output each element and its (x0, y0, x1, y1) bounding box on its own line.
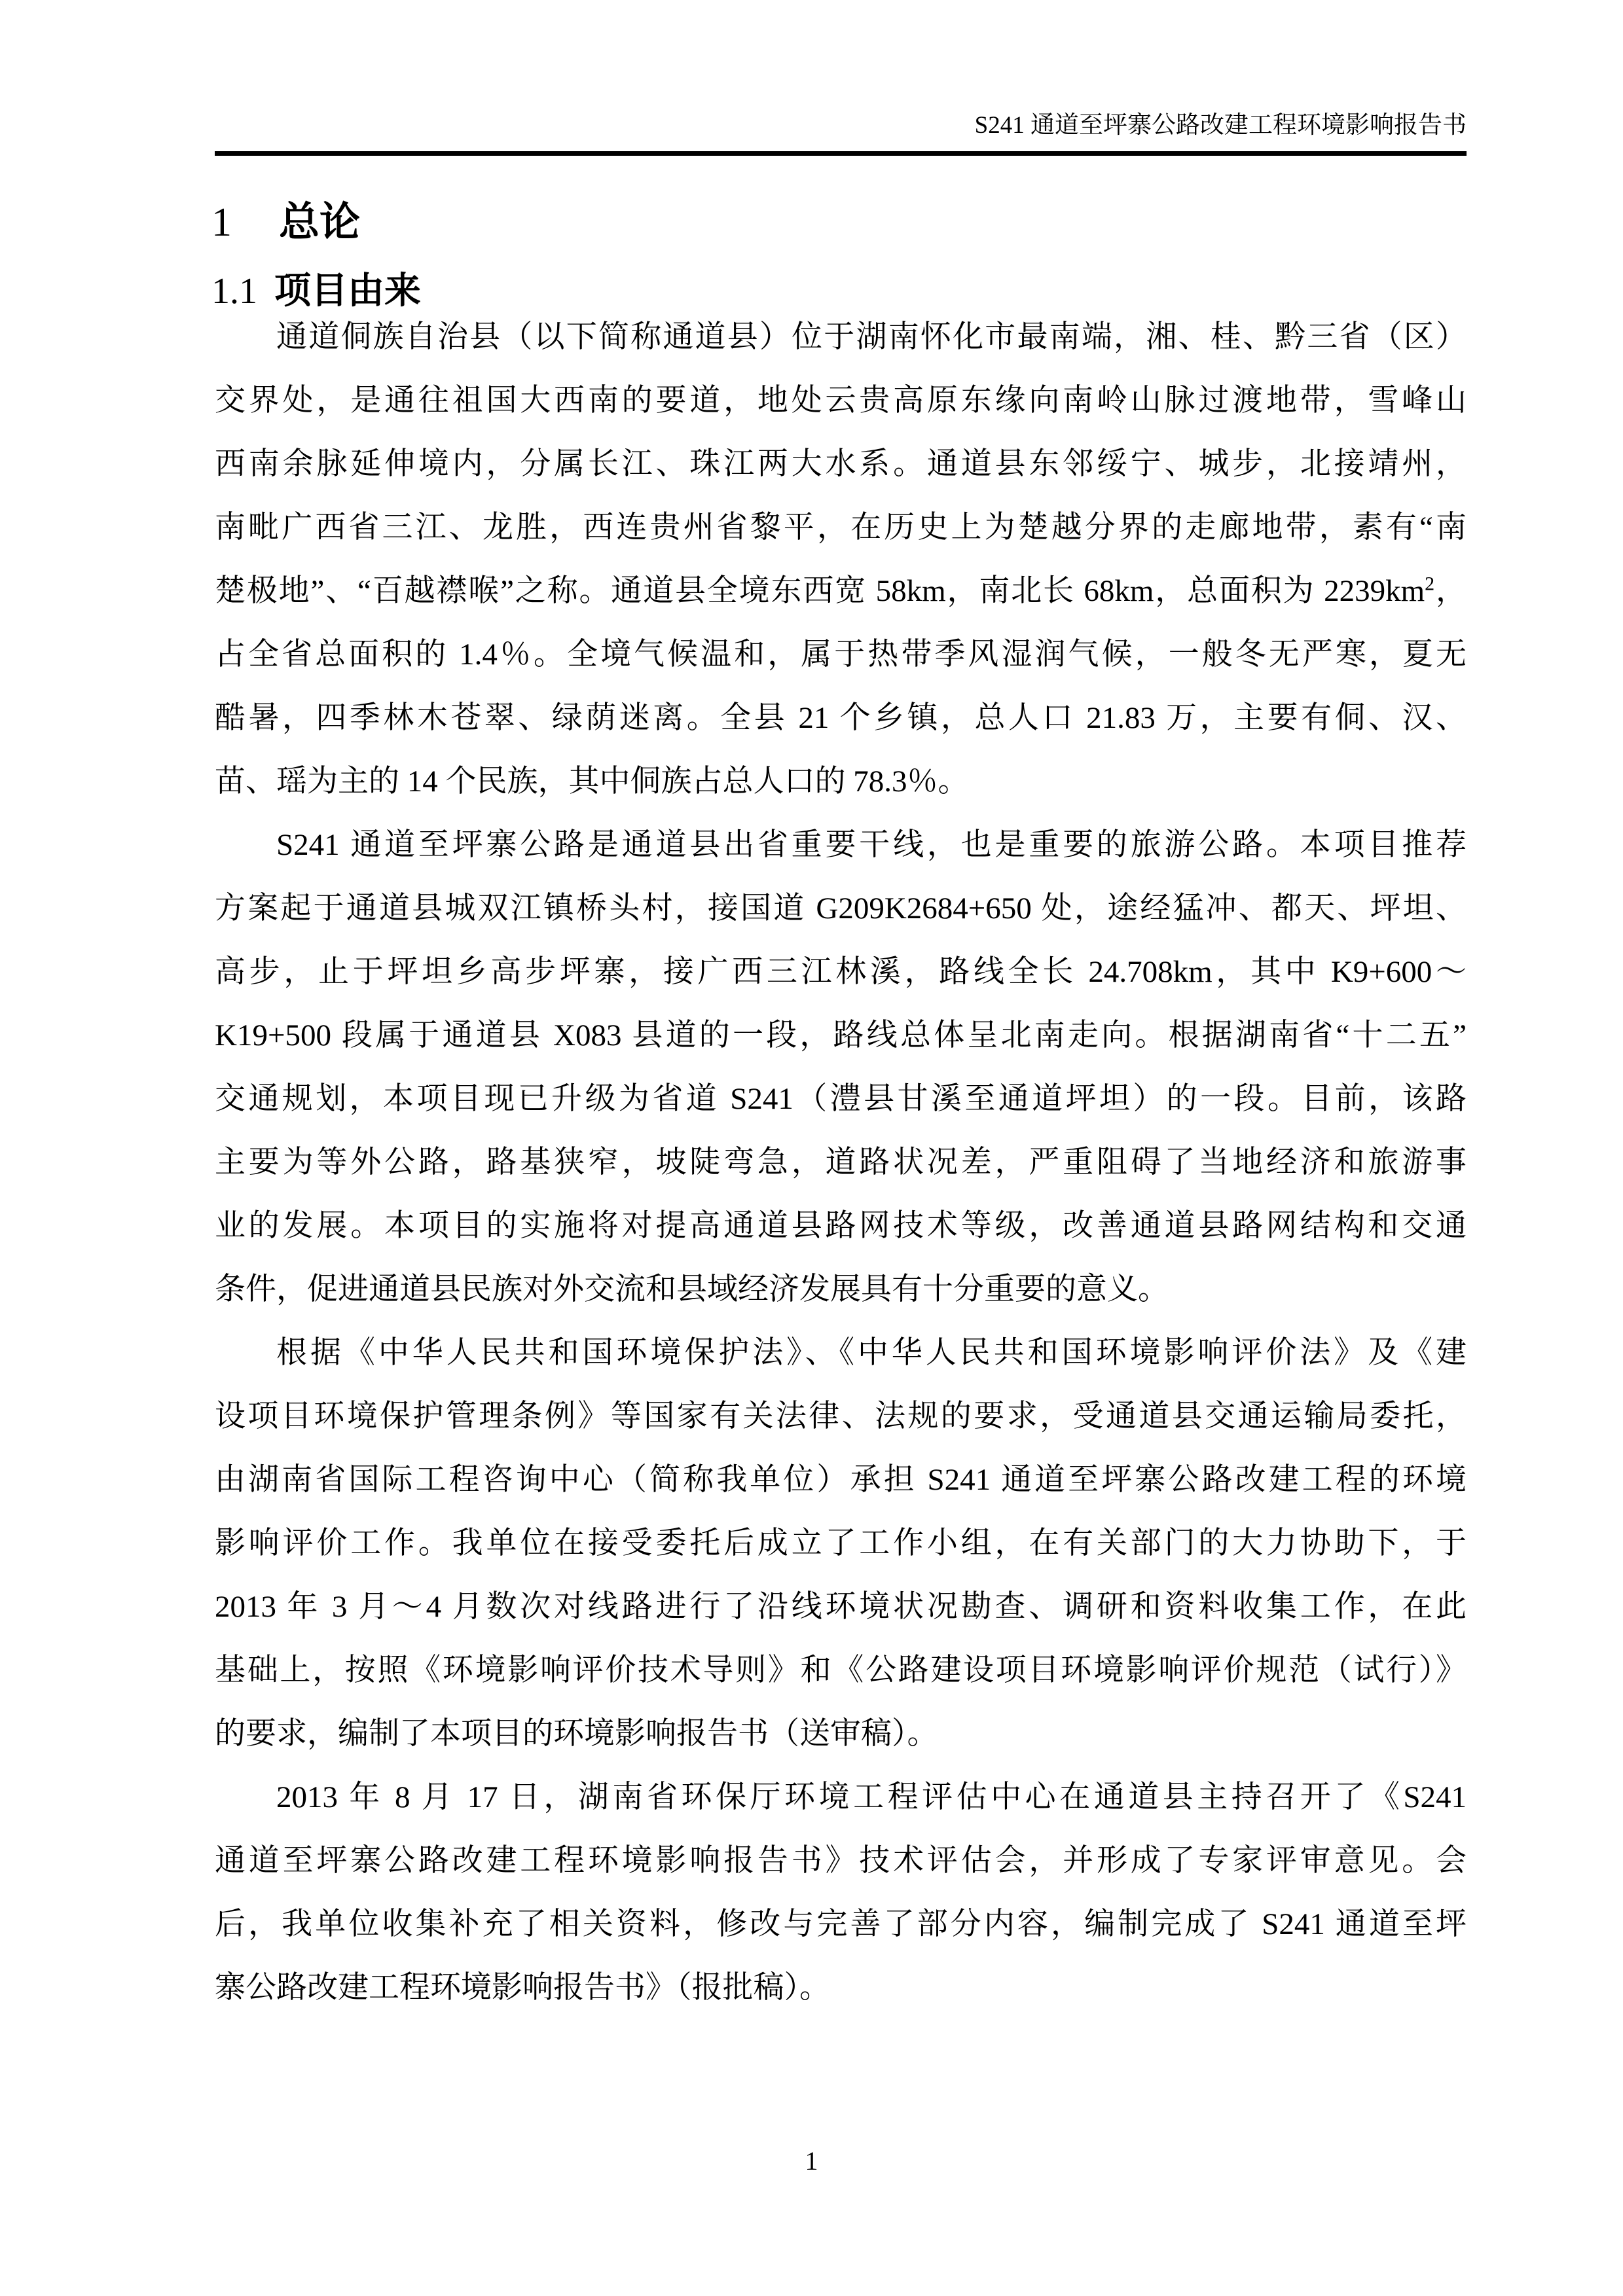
text-line: K19+500 段属于通道县 X083 县道的一段，路线总体呈北南走向。根据湖南省“十二五” (215, 1018, 1467, 1052)
superscript-2: 2 (1425, 573, 1435, 595)
text-line: 基础上，按照《环境影响评价技术导则》和《公路建设项目环境影响评价规范（试行）》 (215, 1653, 1467, 1687)
text-line: 业的发展。本项目的实施将对提高通道县路网技术等级，改善通道县路网结构和交通 (215, 1209, 1467, 1243)
section-number: 1.1 (211, 271, 257, 312)
text-line: 交通规划，本项目现已升级为省道 S241（澧县甘溪至通道坪坦）的一段。目前，该路 (215, 1082, 1467, 1116)
text-line: 高步，止于坪坦乡高步坪寨，接广西三江林溪，路线全长 24.708km，其中 K9+600～ (215, 955, 1467, 989)
text-line: 条件，促进通道县民族对外交流和县域经济发展具有十分重要的意义。 (215, 1272, 1169, 1306)
text-line: 交界处，是通往祖国大西南的要道，地处云贵高原东缘向南岭山脉过渡地带，雪峰山 (215, 384, 1467, 418)
section-title: 项目由来 (274, 270, 421, 311)
chapter-heading (211, 196, 360, 249)
chapter-title: 总论 (279, 200, 361, 245)
text-line: 寨公路改建工程环境影响报告书》（报批稿）。 (215, 1971, 830, 2005)
text-line: 西南余脉延伸境内，分属长江、珠江两大水系。通道县东邻绥宁、城步，北接靖州， (215, 447, 1467, 481)
text-line: 通道至坪寨公路改建工程环境影响报告书》技术评估会，并形成了专家评审意见。会 (215, 1844, 1467, 1878)
text-line: 酷暑，四季林木苍翠、绿荫迷离。全县 21 个乡镇，总人口 21.83 万，主要有侗、汉、 (215, 701, 1467, 735)
text-line: 的要求，编制了本项目的环境影响报告书（送审稿）。 (215, 1717, 938, 1751)
running-header-title: S241 通道至坪寨公路改建工程环境影响报告书 (974, 112, 1467, 139)
chapter-number: 1 (211, 200, 232, 245)
text-line: 主要为等外公路，路基狭窄，坡陡弯急，道路状况差，严重阻碍了当地经济和旅游事 (215, 1145, 1467, 1179)
text-line: 根据《中华人民共和国环境保护法》、《中华人民共和国环境影响评价法》及《建 (276, 1336, 1467, 1370)
text-line: 2013 年 8 月 17 日，湖南省环保厅环境工程评估中心在通道县主持召开了《S241 (276, 1780, 1467, 1814)
text-line: 设项目环境保护管理条例》等国家有关法律、法规的要求，受通道县交通运输局委托， (215, 1399, 1467, 1433)
text-line: 影响评价工作。我单位在接受委托后成立了工作小组，在有关部门的大力协助下，于 (215, 1526, 1467, 1560)
text-line: 由湖南省国际工程咨询中心（简称我单位）承担 S241 通道至坪寨公路改建工程的环境 (215, 1463, 1467, 1497)
text-line: 2013 年 3 月～4 月数次对线路进行了沿线环境状况勘查、调研和资料收集工作，在此 (215, 1590, 1467, 1624)
text-segment: 楚极地”、“百越襟喉”之称。通道县全境东西宽 58km，南北长 68km，总面积为 2239km (215, 574, 1425, 608)
text-segment: ， (1434, 574, 1467, 608)
header-divider-rule (215, 151, 1467, 156)
page-number: 1 (805, 2146, 818, 2176)
text-line-superscript (215, 560, 1467, 623)
text-line: 占全省总面积的 1.4％。全境气候温和，属于热带季风湿润气候，一般冬无严寒，夏无 (215, 637, 1467, 672)
text-line: S241 通道至坪寨公路是通道县出省重要干线，也是重要的旅游公路。本项目推荐 (276, 828, 1467, 862)
text-line: 南毗广西省三江、龙胜，西连贵州省黎平，在历史上为楚越分界的走廊地带，素有“南 (215, 511, 1467, 545)
body-text (215, 306, 1467, 2020)
text-line: 通道侗族自治县（以下简称通道县）位于湖南怀化市最南端，湘、桂、黔三省（区） (276, 320, 1467, 354)
text-line: 后，我单位收集补充了相关资料，修改与完善了部分内容，编制完成了 S241 通道至坪 (215, 1907, 1467, 1941)
text-line: 方案起于通道县城双江镇桥头村，接国道 G209K2684+650 处，途经猛冲、都天、坪坦、 (215, 891, 1467, 925)
text-line: 苗、瑶为主的 14 个民族，其中侗族占总人口的 78.3％。 (215, 764, 969, 798)
